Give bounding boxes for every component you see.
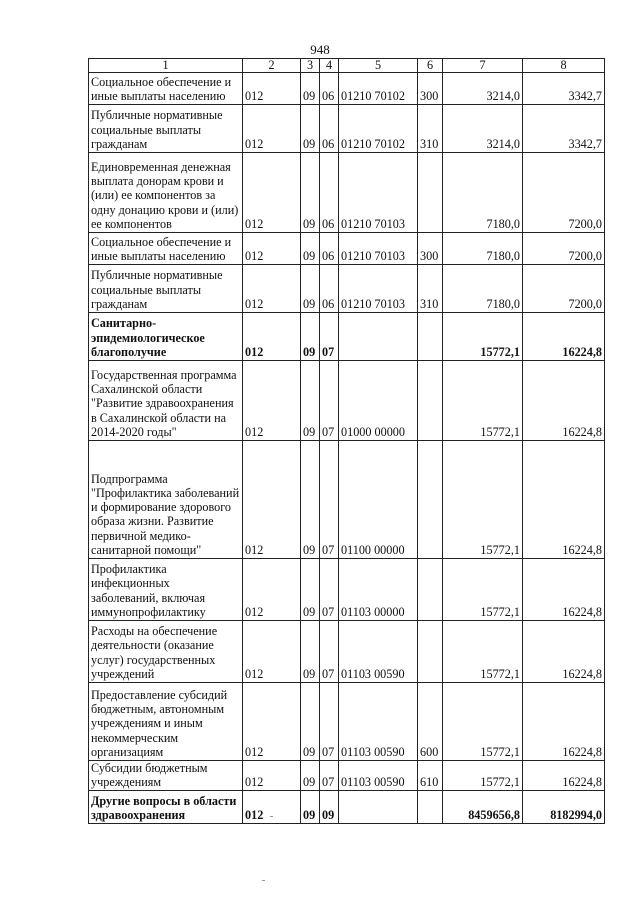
row-name: Публичные нормативные социальные выплаты гражданам	[89, 265, 243, 313]
table-row	[89, 265, 605, 313]
code-section: 09	[301, 361, 320, 441]
column-header: 8	[523, 59, 605, 73]
code-type	[418, 559, 443, 621]
budget-table	[88, 58, 605, 824]
amount-col7: 8459656,8	[443, 791, 523, 824]
code-section: 09	[301, 233, 320, 265]
code-subsection: 07	[320, 683, 339, 761]
table-row	[89, 153, 605, 233]
code-admin: 012	[243, 105, 301, 153]
row-name: Предоставление субсидий бюджетным, автономным учреждениям и иным некоммерческим организациям	[89, 683, 243, 761]
column-header: 3	[301, 59, 320, 73]
code-section: 09	[301, 559, 320, 621]
table-row	[89, 313, 605, 361]
amount-col8: 16224,8	[523, 313, 605, 361]
code-type: 300	[418, 233, 443, 265]
scan-mark	[262, 880, 265, 881]
code-section: 09	[301, 791, 320, 824]
code-admin: 012	[243, 761, 301, 791]
code-type: 310	[418, 105, 443, 153]
code-section: 09	[301, 265, 320, 313]
code-type	[418, 361, 443, 441]
amount-col8: 3342,7	[523, 105, 605, 153]
table-body	[89, 73, 605, 824]
column-header: 2	[243, 59, 301, 73]
table-row	[89, 761, 605, 791]
code-target: 01103 00590	[339, 761, 418, 791]
code-subsection: 07	[320, 361, 339, 441]
code-admin: 012	[243, 233, 301, 265]
amount-col8: 16224,8	[523, 361, 605, 441]
amount-col8: 16224,8	[523, 441, 605, 559]
column-header: 6	[418, 59, 443, 73]
code-type	[418, 441, 443, 559]
code-section: 09	[301, 73, 320, 105]
amount-col8: 3342,7	[523, 73, 605, 105]
code-admin: 012	[243, 361, 301, 441]
code-admin: 012	[243, 441, 301, 559]
column-header: 5	[339, 59, 418, 73]
row-name: Социальное обеспечение и иные выплаты населению	[89, 73, 243, 105]
column-header: 1	[89, 59, 243, 73]
code-admin: 012	[243, 265, 301, 313]
amount-col8: 7200,0	[523, 265, 605, 313]
code-target: 01103 00590	[339, 683, 418, 761]
amount-col8: 7200,0	[523, 153, 605, 233]
code-target: 01103 00590	[339, 621, 418, 683]
column-header: 4	[320, 59, 339, 73]
page-number: 948	[310, 42, 330, 57]
code-section: 09	[301, 761, 320, 791]
amount-col7: 7180,0	[443, 265, 523, 313]
row-name: Подпрограмма "Профилактика заболеваний и формирование здорового образа жизни. Развитие первичной медико-санитарной помощи"	[89, 441, 243, 559]
table-row	[89, 441, 605, 559]
code-subsection: 09	[320, 791, 339, 824]
table-row	[89, 791, 605, 824]
code-target: 01210 70103	[339, 265, 418, 313]
row-name: Санитарно-эпидемиологическое благополучие	[89, 313, 243, 361]
amount-col7: 3214,0	[443, 73, 523, 105]
code-type: 600	[418, 683, 443, 761]
table-row	[89, 683, 605, 761]
code-subsection: 07	[320, 313, 339, 361]
amount-col8: 16224,8	[523, 559, 605, 621]
code-admin: 012	[243, 153, 301, 233]
table-row	[89, 105, 605, 153]
amount-col8: 16224,8	[523, 683, 605, 761]
code-target	[339, 791, 418, 824]
amount-col7: 15772,1	[443, 761, 523, 791]
row-name: Другие вопросы в области здравоохранения	[89, 791, 243, 824]
code-section: 09	[301, 313, 320, 361]
code-type	[418, 621, 443, 683]
column-header: 7	[443, 59, 523, 73]
amount-col8: 16224,8	[523, 761, 605, 791]
amount-col7: 15772,1	[443, 441, 523, 559]
code-admin: 012	[243, 73, 301, 105]
code-admin: 012	[243, 683, 301, 761]
code-type	[418, 791, 443, 824]
code-target: 01210 70103	[339, 233, 418, 265]
table-row	[89, 559, 605, 621]
amount-col7: 15772,1	[443, 361, 523, 441]
code-section: 09	[301, 441, 320, 559]
table-row	[89, 361, 605, 441]
table-row	[89, 621, 605, 683]
amount-col7: 7180,0	[443, 233, 523, 265]
row-name: Субсидии бюджетным учреждениям	[89, 761, 243, 791]
code-section: 09	[301, 621, 320, 683]
code-subsection: 06	[320, 73, 339, 105]
code-subsection: 06	[320, 233, 339, 265]
amount-col7: 15772,1	[443, 313, 523, 361]
scan-mark	[270, 816, 273, 817]
amount-col8: 16224,8	[523, 621, 605, 683]
code-target	[339, 313, 418, 361]
code-section: 09	[301, 153, 320, 233]
code-target: 01000 00000	[339, 361, 418, 441]
code-admin: 012	[243, 621, 301, 683]
code-subsection: 06	[320, 105, 339, 153]
amount-col7: 3214,0	[443, 105, 523, 153]
code-type	[418, 153, 443, 233]
code-admin: 012	[243, 791, 301, 824]
header-row	[89, 59, 605, 73]
code-target: 01103 00000	[339, 559, 418, 621]
code-subsection: 06	[320, 265, 339, 313]
row-name: Социальное обеспечение и иные выплаты населению	[89, 233, 243, 265]
row-name: Профилактика инфекционных заболеваний, включая иммунопрофилактику	[89, 559, 243, 621]
row-name: Расходы на обеспечение деятельности (оказание услуг) государственных учреждений	[89, 621, 243, 683]
code-target: 01100 00000	[339, 441, 418, 559]
amount-col8: 7200,0	[523, 233, 605, 265]
code-subsection: 06	[320, 153, 339, 233]
code-section: 09	[301, 683, 320, 761]
amount-col8: 8182994,0	[523, 791, 605, 824]
row-name: Публичные нормативные социальные выплаты гражданам	[89, 105, 243, 153]
table-row	[89, 233, 605, 265]
amount-col7: 7180,0	[443, 153, 523, 233]
code-target: 01210 70103	[339, 153, 418, 233]
amount-col7: 15772,1	[443, 621, 523, 683]
code-type: 310	[418, 265, 443, 313]
code-subsection: 07	[320, 441, 339, 559]
row-name: Государственная программа Сахалинской области "Развитие здравоохранения в Сахалинской области на 2014-2020 годы"	[89, 361, 243, 441]
code-admin: 012	[243, 559, 301, 621]
code-target: 01210 70102	[339, 73, 418, 105]
code-type: 610	[418, 761, 443, 791]
code-type	[418, 313, 443, 361]
code-target: 01210 70102	[339, 105, 418, 153]
code-type: 300	[418, 73, 443, 105]
amount-col7: 15772,1	[443, 683, 523, 761]
code-section: 09	[301, 105, 320, 153]
code-subsection: 07	[320, 761, 339, 791]
code-subsection: 07	[320, 559, 339, 621]
code-subsection: 07	[320, 621, 339, 683]
amount-col7: 15772,1	[443, 559, 523, 621]
code-admin: 012	[243, 313, 301, 361]
table-row	[89, 73, 605, 105]
row-name: Единовременная денежная выплата донорам крови и (или) ее компонентов за одну донацию крови и (или) ее компонентов	[89, 153, 243, 233]
